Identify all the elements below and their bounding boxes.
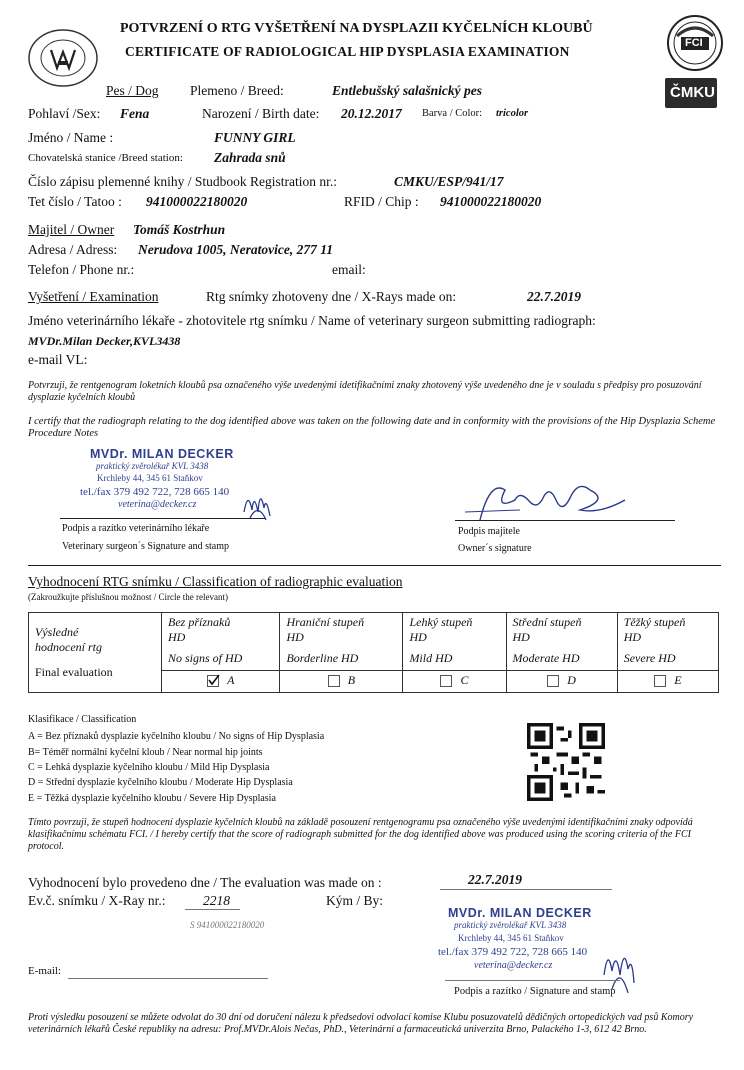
vet-label: Jméno veterinárního lékaře - zhotovitele rtg snímku / Name of veterinary surgeon submitting radiograph: — [28, 313, 596, 328]
grade-a-checkbox[interactable] — [207, 675, 219, 687]
grade-c-letter: C — [460, 673, 469, 687]
grade-e-letter: E — [674, 673, 682, 687]
grade-c-check-cell[interactable] — [403, 671, 506, 693]
owner-email-label: email: — [332, 262, 366, 277]
circle-note: (Zakroužkujte příslušnou možnost / Circle the relevant) — [28, 592, 228, 602]
grade-a-check-cell[interactable] — [162, 671, 280, 693]
cmku-logo — [665, 78, 717, 108]
vet-sig-label-1: Podpis a razítko veterinárního lékaře — [62, 523, 210, 534]
eval-stamp-role: praktický zvěrolékař KVL 3438 — [454, 920, 567, 930]
eval-date-label: Vyhodnocení bylo provedeno dne / The evaluation was made on : — [28, 875, 382, 890]
owner-heading: Majitel / Owner — [28, 222, 115, 237]
eval-email-line — [68, 978, 268, 979]
studbook-value: CMKU/ESP/941/17 — [394, 174, 504, 189]
legend-title: Klasifikace / Classification — [28, 714, 137, 725]
vet-stamp-phone: tel./fax 379 492 722, 728 665 140 — [80, 486, 230, 498]
appeal-text: Proti výsledku posouzení se můžete odvolat do 30 dní od doručení nálezu k předsedovi odvolací komise Klubu posuzovatelů dědičných ortopedických vad psů Komory veterinárních lékařů České republiky na adresu: Prof.MVDr.Alois Nečas, PhD., Veterinární a farmaceutická univerzita Brno, Palackého 1-3, 612 42 Brno. — [28, 1012, 694, 1035]
breed-label: Plemeno / Breed: — [190, 83, 284, 98]
checkmark-icon — [208, 674, 220, 686]
grade-b-checkbox[interactable] — [328, 675, 340, 687]
grade-e-checkbox[interactable] — [654, 675, 666, 687]
confirm-en: I certify that the radiograph relating to the dog identified above was taken on the following date and in conformity with the provisions of the Hip Dysplazia Scheme Procedure Notes — [28, 416, 716, 439]
address-value: Nerudova 1005, Neratovice, 277 11 — [138, 242, 333, 257]
vet-stamp-email: veterina@decker.cz — [118, 499, 197, 510]
eval-date: 22.7.2019 — [468, 872, 522, 887]
owner-sig-label-2: Owner´s signature — [458, 543, 532, 554]
name-value: FUNNY GIRL — [214, 130, 296, 145]
grade-e-check-cell[interactable] — [617, 671, 718, 693]
eval-stamp-address: Krchleby 44, 345 61 Staňkov — [458, 933, 564, 943]
grade-c-hd: HD — [409, 630, 427, 644]
sex-label: Pohlaví /Sex: — [28, 106, 101, 121]
chip-small: S 941000022180020 — [190, 920, 265, 930]
xray-nr-line — [185, 909, 240, 910]
grade-d-letter: D — [567, 673, 576, 687]
vet-sig-line — [60, 518, 265, 519]
cmku-logo-text: ČMKU — [670, 84, 715, 101]
vet-stamp-role: praktický zvěrolékař KVL 3438 — [96, 461, 209, 471]
grade-d-en: Moderate HD — [512, 651, 580, 665]
class-heading: Vyhodnocení RTG snímku / Classification of radiographic evaluation — [28, 574, 403, 589]
owner-sig-line — [455, 520, 675, 521]
exam-heading: Vyšetření / Examination — [28, 289, 159, 304]
color-label: Barva / Color: — [422, 108, 483, 119]
vet-name: MVDr.Milan Decker,KVL3438 — [28, 334, 181, 348]
row-label-en: Final evaluation — [35, 665, 113, 679]
tattoo-label: Tet číslo / Tatoo : — [28, 194, 122, 209]
eval-stamp-phone: tel./fax 379 492 722, 728 665 140 — [438, 946, 588, 958]
station-label: Chovatelská stanice /Breed station: — [28, 152, 183, 164]
name-label: Jméno / Name : — [28, 130, 114, 145]
legend-b: B= Téměř normální kyčelní kloub / Near normal hip joints — [28, 747, 263, 758]
rfid-value: 941000022180020 — [440, 194, 542, 209]
legend-d: D = Střední dysplazie kyčelního kloubu / Moderate Hip Dysplasia — [28, 777, 293, 788]
vet-sig-label-2: Veterinary surgeon´s Signature and stamp — [62, 541, 229, 552]
org-logo-left — [27, 28, 99, 92]
birth-label: Narození / Birth date: — [202, 106, 320, 121]
eval-stamp-name: MVDr. MILAN DECKER — [448, 906, 592, 920]
xray-label: Rtg snímky zhotoveny dne / X-Rays made on: — [206, 289, 457, 304]
grade-a-en: No signs of HD — [168, 651, 243, 665]
title-cz: POTVRZENÍ O RTG VYŠETŘENÍ NA DYSPLAZII KYČELNÍCH KLOUBŮ — [120, 21, 593, 36]
section-divider — [28, 565, 721, 566]
grade-e-en: Severe HD — [623, 651, 676, 665]
row-label-cz: Výsledné hodnocení rtg — [35, 625, 102, 654]
grade-d-hd: HD — [512, 630, 530, 644]
grade-a-cell — [162, 613, 280, 671]
grade-a-hd: HD — [168, 630, 186, 644]
grade-e-cz: Těžký stupeň — [623, 615, 686, 629]
grade-c-en: Mild HD — [409, 651, 453, 665]
grade-d-cz: Střední stupeň — [512, 615, 582, 629]
legend-a: A = Bez příznaků dysplazie kyčelního kloubu / No signs of Hip Dysplasia — [28, 731, 325, 742]
grade-c-checkbox[interactable] — [440, 675, 452, 687]
grade-d-check-cell[interactable] — [506, 671, 617, 693]
sex-value: Fena — [120, 106, 150, 121]
eval-date-line — [440, 889, 612, 890]
pes-label: Pes / Dog — [106, 83, 159, 98]
row-label-cell — [29, 613, 162, 693]
eval-sig-label: Podpis a razítko / Signature and stamp — [454, 986, 616, 997]
station-value: Zahrada snů — [214, 150, 286, 165]
grade-b-letter: B — [347, 673, 356, 687]
grade-a-cz: Bez příznaků — [168, 615, 231, 629]
xray-date: 22.7.2019 — [527, 289, 581, 304]
grade-a-letter: A — [227, 673, 235, 687]
grade-c-cz: Lehký stupeň — [409, 615, 473, 629]
fci-logo — [663, 14, 727, 76]
eval-stamp-email: veterina@decker.cz — [474, 960, 553, 971]
owner-name: Tomáš Kostrhun — [133, 222, 226, 237]
fci-logo-text: FCI — [685, 37, 703, 49]
grade-c-cell — [403, 613, 506, 671]
grade-b-cell — [280, 613, 403, 671]
grade-b-check-cell[interactable] — [280, 671, 403, 693]
qr-code — [527, 723, 605, 801]
grade-e-cell — [617, 613, 718, 671]
tattoo-value: 941000022180020 — [146, 194, 248, 209]
vet-stamp-address: Krchleby 44, 345 61 Staňkov — [97, 473, 203, 483]
legend-e: E = Těžká dysplazie kyčelního kloubu / Severe Hip Dysplasia — [28, 793, 276, 804]
email-vl: e-mail VL: — [28, 352, 88, 367]
breed-value: Entlebušský salašnický pes — [332, 83, 483, 98]
grade-b-en: Borderline HD — [286, 651, 359, 665]
legend-c: C = Lehká dysplazie kyčelního kloubu / Mild Hip Dysplasia — [28, 762, 270, 773]
owner-sig-label-1: Podpis majitele — [458, 526, 520, 537]
title-en: CERTIFICATE OF RADIOLOGICAL HIP DYSPLASIA EXAMINATION — [125, 44, 570, 59]
color-value: tricolor — [496, 108, 529, 119]
xray-nr-label: Ev.č. snímku / X-Ray nr.: — [28, 893, 166, 908]
eval-email-label: E-mail: — [28, 965, 61, 977]
birth-value: 20.12.2017 — [341, 106, 402, 121]
grade-b-hd: HD — [286, 630, 304, 644]
grade-b-cz: Hraniční stupeň — [286, 615, 365, 629]
phone-label: Telefon / Phone nr.: — [28, 262, 135, 277]
grade-d-checkbox[interactable] — [547, 675, 559, 687]
evaluation-table — [28, 612, 719, 693]
grade-e-hd: HD — [623, 630, 642, 644]
address-label: Adresa / Adress: — [28, 242, 118, 257]
xray-nr: 2218 — [203, 893, 230, 908]
vet-stamp-name: MVDr. MILAN DECKER — [90, 447, 234, 461]
rfid-label: RFID / Chip : — [344, 194, 419, 209]
grade-d-cell — [506, 613, 617, 671]
owner-signature — [460, 470, 630, 526]
by-label: Kým / By: — [326, 893, 384, 908]
certify-text: Tímto povrzuji, že stupeň hodnocení dysplazie kyčelních kloubů na základě posouzení rentgenogramu psa označeného výše uvedenými identifikačními znaky odpovídá klasifikačnímu schématu FCI. / I hereby certify that the score of radiograph submitted for the dog identified above was produced using the scoring criteria of the FCI protocol. — [28, 817, 693, 852]
confirm-cz: Potvrzuji, že rentgenogram loketních kloubů psa označeného výše uvedenými idetifikačními znaky zhotovený výše uvedeného dne je v souladu s předpisy pro posuzování dysplazie kyčelních kloubů — [28, 380, 702, 403]
vet-signature — [240, 482, 274, 522]
eval-sig-line — [445, 980, 620, 981]
studbook-label: Číslo zápisu plemenné knihy / Studbook Registration nr.: — [28, 174, 337, 189]
